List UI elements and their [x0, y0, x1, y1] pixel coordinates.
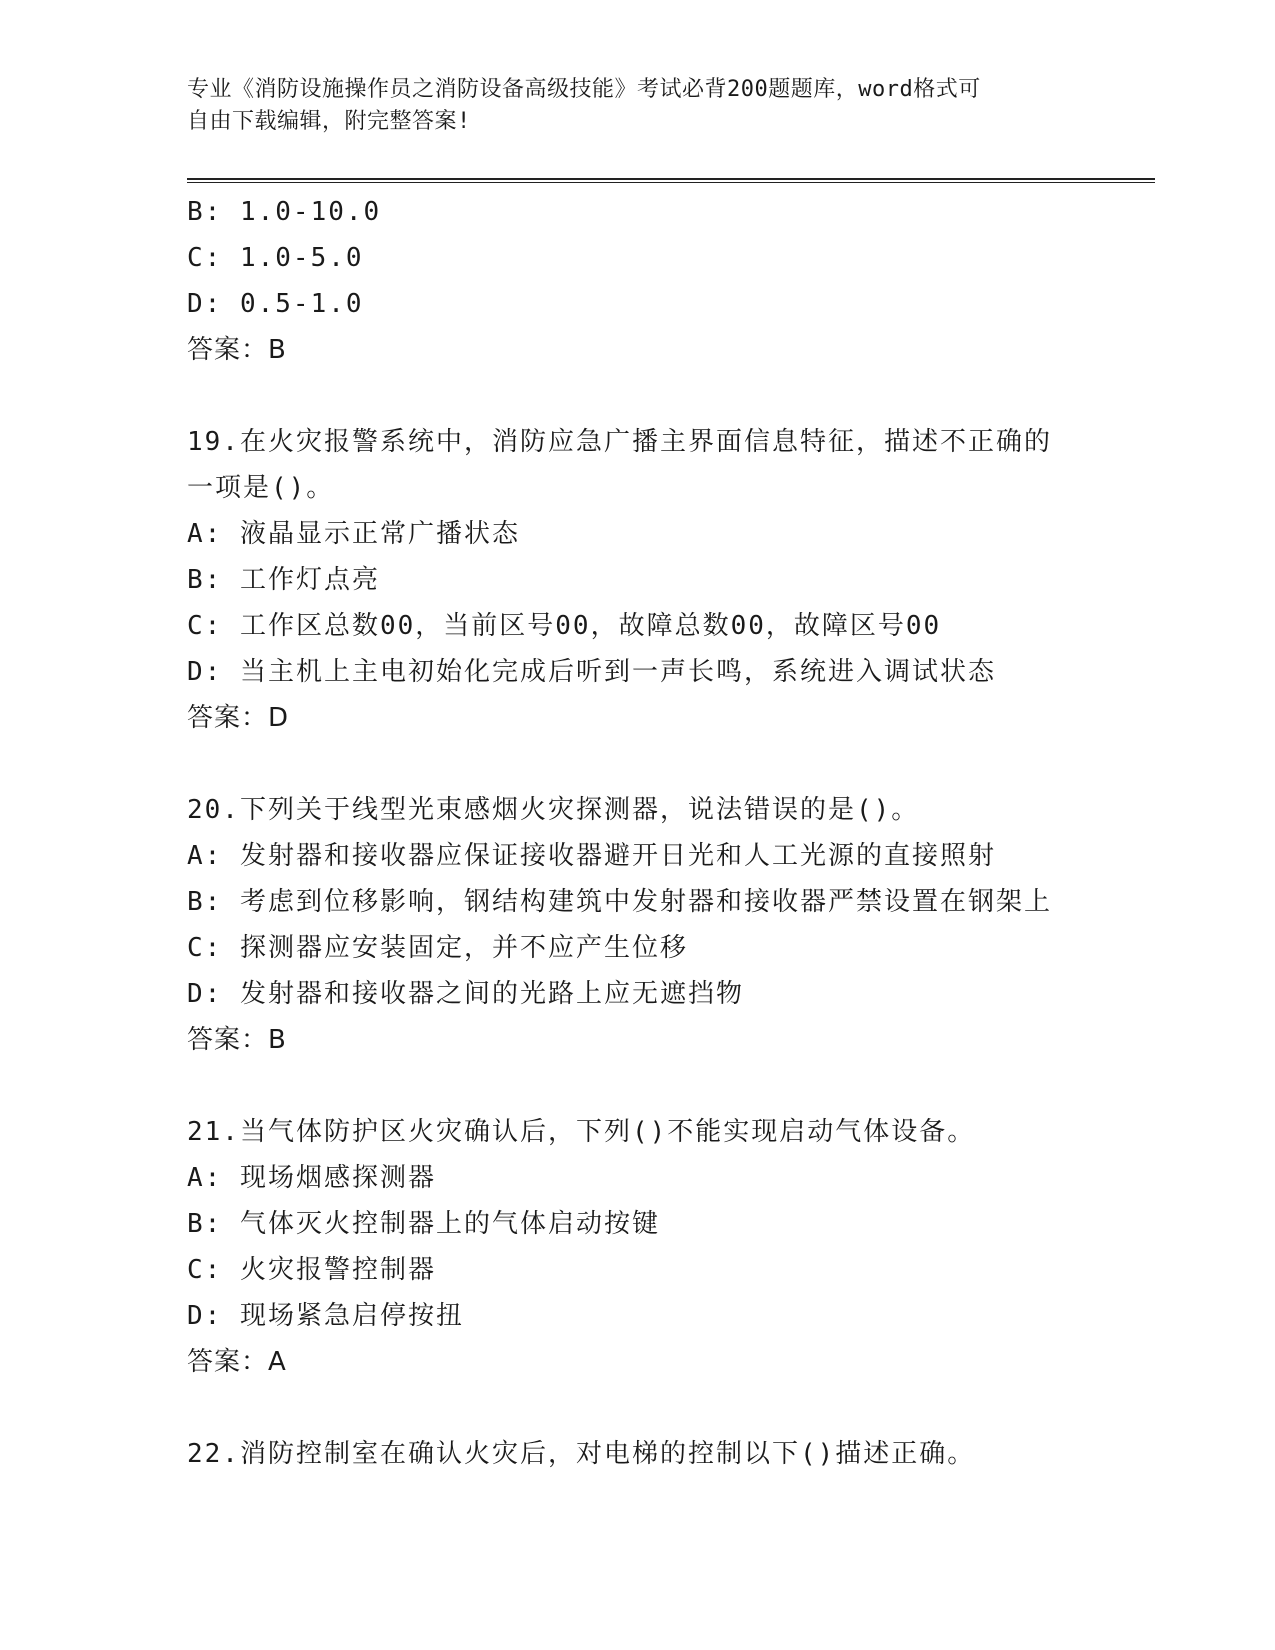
- option-a: A: 液晶显示正常广播状态: [187, 519, 520, 549]
- option-c: C: 探测器应安装固定，并不应产生位移: [187, 933, 688, 963]
- option-c: C: 火灾报警控制器: [187, 1255, 436, 1285]
- option-c: C: 1.0-5.0: [187, 243, 364, 273]
- document-header: [187, 74, 1087, 138]
- document-body: [187, 189, 1155, 1477]
- header-line-2: 自由下载编辑，附完整答案!: [187, 109, 471, 134]
- header-divider: [187, 178, 1155, 183]
- option-b: B: 工作灯点亮: [187, 565, 380, 595]
- answer-line: 答案：D: [187, 703, 290, 733]
- question-22: [187, 1431, 1155, 1477]
- answer-line: 答案：A: [187, 1347, 287, 1377]
- question-19: [187, 419, 1155, 741]
- option-d: D: 当主机上主电初始化完成后听到一声长鸣，系统进入调试状态: [187, 657, 996, 687]
- question-20: [187, 787, 1155, 1063]
- option-b: B: 1.0-10.0: [187, 197, 382, 227]
- option-b: B: 气体灭火控制器上的气体启动按键: [187, 1209, 660, 1239]
- question-21: [187, 1109, 1155, 1385]
- option-d: D: 发射器和接收器之间的光路上应无遮挡物: [187, 979, 744, 1009]
- header-line-1: 专业《消防设施操作员之消防设备高级技能》考试必背200题题库，word格式可: [187, 77, 981, 102]
- option-d: D: 现场紧急启停按扭: [187, 1301, 464, 1331]
- answer-line: 答案：B: [187, 1025, 287, 1055]
- question-18-tail: [187, 189, 1155, 373]
- option-d: D: 0.5-1.0: [187, 289, 364, 319]
- option-a: A: 现场烟感探测器: [187, 1163, 436, 1193]
- option-a: A: 发射器和接收器应保证接收器避开日光和人工光源的直接照射: [187, 841, 996, 871]
- option-c: C: 工作区总数00，当前区号00，故障总数00，故障区号00: [187, 611, 942, 641]
- question-text: 19.在火灾报警系统中，消防应急广播主界面信息特征，描述不正确的: [187, 427, 1052, 457]
- question-text: 21.当气体防护区火灾确认后，下列()不能实现启动气体设备。: [187, 1117, 976, 1147]
- question-text: 22.消防控制室在确认火灾后，对电梯的控制以下()描述正确。: [187, 1439, 976, 1469]
- answer-line: 答案：B: [187, 335, 287, 365]
- question-text-cont: 一项是()。: [187, 473, 335, 503]
- question-text: 20.下列关于线型光束感烟火灾探测器，说法错误的是()。: [187, 795, 920, 825]
- option-b: B: 考虑到位移影响，钢结构建筑中发射器和接收器严禁设置在钢架上: [187, 887, 1052, 917]
